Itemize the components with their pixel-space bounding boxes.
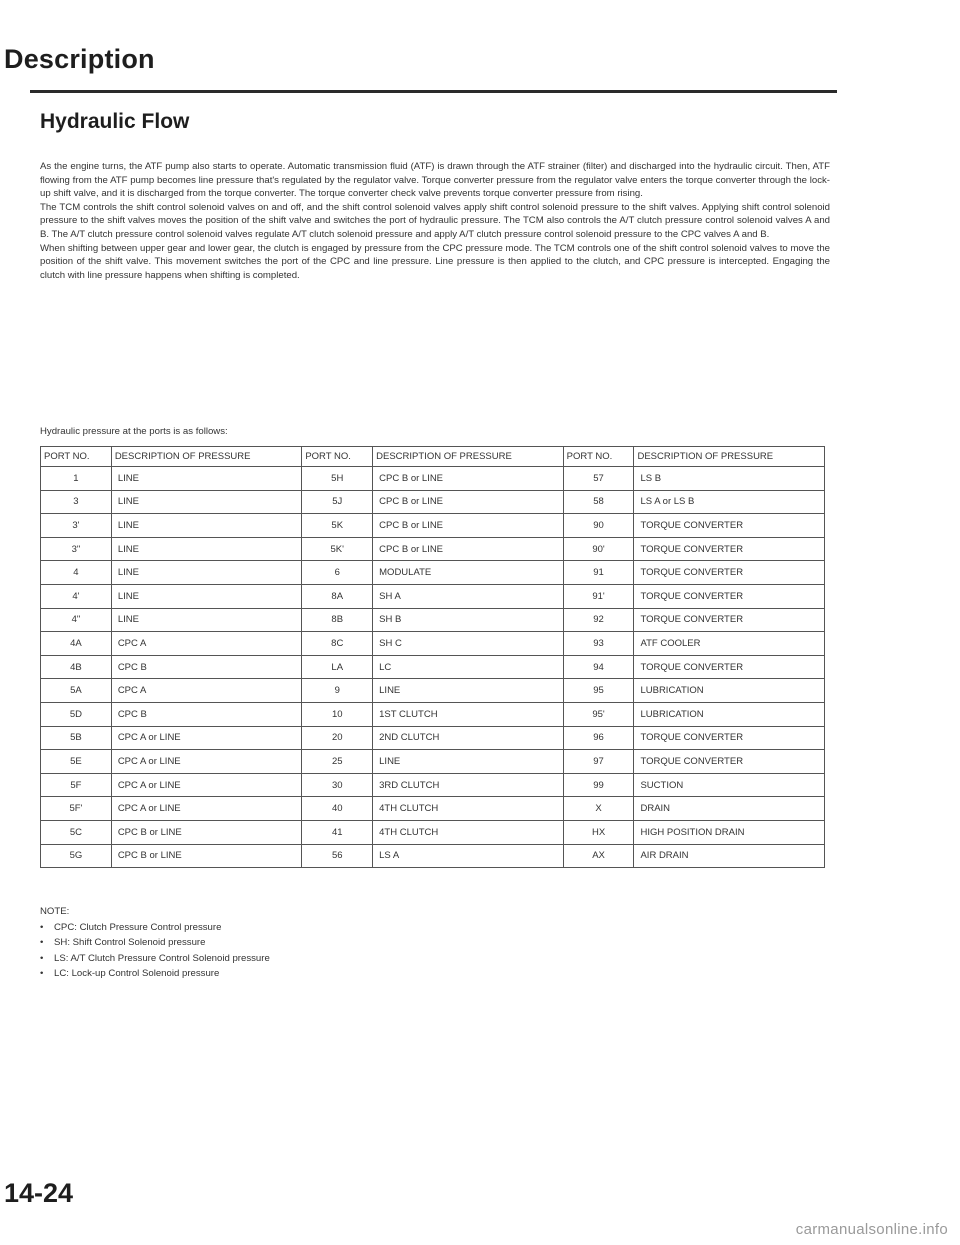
port-pressure-table — [40, 446, 825, 868]
port-number-cell: 5C — [41, 820, 112, 844]
port-number-cell: 3 — [41, 490, 112, 514]
table-row — [41, 702, 825, 726]
table-row — [41, 773, 825, 797]
pressure-description-cell: CPC A or LINE — [111, 750, 302, 774]
port-number-cell: 94 — [563, 655, 634, 679]
port-number-cell: 5F' — [41, 797, 112, 821]
pressure-description-cell: LINE — [373, 750, 564, 774]
pressure-description-cell: CPC A or LINE — [111, 797, 302, 821]
port-number-cell: 9 — [302, 679, 373, 703]
pressure-description-cell: CPC B or LINE — [373, 467, 564, 491]
port-number-cell: 3' — [41, 514, 112, 538]
watermark: carmanualsonline.info — [795, 1221, 948, 1238]
port-number-cell: 97 — [563, 750, 634, 774]
table-header-row — [41, 447, 825, 467]
port-number-cell: 25 — [302, 750, 373, 774]
port-number-cell: 5G — [41, 844, 112, 868]
note-item: • LS: A/T Clutch Pressure Control Solenoid pressure — [40, 951, 270, 967]
table-row — [41, 844, 825, 868]
port-number-cell: 5A — [41, 679, 112, 703]
table-row — [41, 820, 825, 844]
port-number-cell: 56 — [302, 844, 373, 868]
port-number-cell: 57 — [563, 467, 634, 491]
paragraph: The TCM controls the shift control solenoid valves on and off, and the shift control solenoid valves apply shift control solenoid pressure to the shift valves. Applying shift control solenoid pressure to the shift valves moves the position of the shift valve and switches the port of hydraulic pressure. The TCM also controls the A/T clutch pressure control solenoid valves A and B. The A/T clutch pressure control solenoid valves regulate A/T clutch solenoid pressure and apply A/T clutch pressure control solenoid pressure to the CPC valves A and B. — [40, 201, 830, 240]
port-number-cell: 40 — [302, 797, 373, 821]
port-number-cell: 96 — [563, 726, 634, 750]
pressure-description-cell: LINE — [111, 608, 302, 632]
pressure-description-cell: CPC B or LINE — [373, 514, 564, 538]
pressure-description-cell: CPC B or LINE — [373, 537, 564, 561]
pressure-description-cell: LINE — [111, 584, 302, 608]
pressure-description-cell: AIR DRAIN — [634, 844, 825, 868]
pressure-description-cell: SH A — [373, 584, 564, 608]
pressure-description-cell: LINE — [373, 679, 564, 703]
table-row — [41, 679, 825, 703]
port-number-cell: 1 — [41, 467, 112, 491]
notes-heading: NOTE: — [40, 906, 70, 917]
column-header: PORT NO. — [302, 447, 373, 467]
column-header: PORT NO. — [563, 447, 634, 467]
port-number-cell: 4 — [41, 561, 112, 585]
port-number-cell: 30 — [302, 773, 373, 797]
pressure-description-cell: LINE — [111, 537, 302, 561]
port-number-cell: X — [563, 797, 634, 821]
pressure-description-cell: 2ND CLUTCH — [373, 726, 564, 750]
pressure-description-cell: TORQUE CONVERTER — [634, 537, 825, 561]
pressure-description-cell: HIGH POSITION DRAIN — [634, 820, 825, 844]
port-number-cell: 90' — [563, 537, 634, 561]
port-number-cell: 10 — [302, 702, 373, 726]
body-text — [40, 160, 830, 282]
column-header: DESCRIPTION OF PRESSURE — [373, 447, 564, 467]
pressure-description-cell: LINE — [111, 490, 302, 514]
port-number-cell: 5F — [41, 773, 112, 797]
port-number-cell: 20 — [302, 726, 373, 750]
pressure-description-cell: LS A or LS B — [634, 490, 825, 514]
table-row — [41, 561, 825, 585]
table-row — [41, 490, 825, 514]
section-title: Hydraulic Flow — [40, 110, 190, 133]
table-intro: Hydraulic pressure at the ports is as follows: — [40, 426, 228, 437]
pressure-description-cell: TORQUE CONVERTER — [634, 750, 825, 774]
column-header: PORT NO. — [41, 447, 112, 467]
pressure-description-cell: SH B — [373, 608, 564, 632]
pressure-description-cell: LUBRICATION — [634, 702, 825, 726]
port-number-cell: 95 — [563, 679, 634, 703]
table-row — [41, 537, 825, 561]
port-number-cell: 91' — [563, 584, 634, 608]
port-number-cell: 93 — [563, 632, 634, 656]
port-number-cell: 5B — [41, 726, 112, 750]
port-number-cell: 8A — [302, 584, 373, 608]
note-item: • SH: Shift Control Solenoid pressure — [40, 935, 270, 951]
port-number-cell: 90 — [563, 514, 634, 538]
port-number-cell: 4B — [41, 655, 112, 679]
table-row — [41, 608, 825, 632]
pressure-description-cell: CPC A or LINE — [111, 726, 302, 750]
port-number-cell: 8B — [302, 608, 373, 632]
note-item: • CPC: Clutch Pressure Control pressure — [40, 920, 270, 936]
pressure-description-cell: LUBRICATION — [634, 679, 825, 703]
table-row — [41, 655, 825, 679]
pressure-description-cell: 4TH CLUTCH — [373, 820, 564, 844]
port-number-cell: 4" — [41, 608, 112, 632]
page-title: Description — [4, 44, 155, 74]
pressure-description-cell: MODULATE — [373, 561, 564, 585]
table-row — [41, 726, 825, 750]
pressure-description-cell: DRAIN — [634, 797, 825, 821]
pressure-description-cell: CPC A — [111, 632, 302, 656]
pressure-description-cell: 1ST CLUTCH — [373, 702, 564, 726]
pressure-description-cell: ATF COOLER — [634, 632, 825, 656]
port-number-cell: 5J — [302, 490, 373, 514]
table-row — [41, 514, 825, 538]
table-row — [41, 797, 825, 821]
table-row — [41, 750, 825, 774]
pressure-description-cell: TORQUE CONVERTER — [634, 561, 825, 585]
notes-list — [40, 920, 270, 982]
port-number-cell: 5K' — [302, 537, 373, 561]
port-number-cell: 99 — [563, 773, 634, 797]
pressure-description-cell: 3RD CLUTCH — [373, 773, 564, 797]
note-item: • LC: Lock-up Control Solenoid pressure — [40, 966, 270, 982]
port-number-cell: 4A — [41, 632, 112, 656]
column-header: DESCRIPTION OF PRESSURE — [634, 447, 825, 467]
pressure-description-cell: LS B — [634, 467, 825, 491]
pressure-description-cell: TORQUE CONVERTER — [634, 514, 825, 538]
port-number-cell: 4' — [41, 584, 112, 608]
port-number-cell: 92 — [563, 608, 634, 632]
pressure-description-cell: SH C — [373, 632, 564, 656]
port-number-cell: 95' — [563, 702, 634, 726]
port-number-cell: AX — [563, 844, 634, 868]
port-number-cell: 5E — [41, 750, 112, 774]
pressure-description-cell: LINE — [111, 561, 302, 585]
paragraph: As the engine turns, the ATF pump also starts to operate. Automatic transmission fluid (ATF) is drawn through the ATF strainer (filter) and discharged into the hydraulic circuit. Then, ATF flowing from the ATF pump becomes line pressure that's regulated by the regulator valve. Torque converter pressure from the regulator valve enters the torque converter through the lock-up shift valve, and it is discharged from the torque converter. The torque converter check valve prevents torque converter pressure from rising. — [40, 161, 830, 200]
pressure-description-cell: CPC B or LINE — [111, 844, 302, 868]
port-number-cell: 6 — [302, 561, 373, 585]
table-row — [41, 467, 825, 491]
pressure-description-cell: CPC B or LINE — [111, 820, 302, 844]
pressure-description-cell: CPC B — [111, 702, 302, 726]
pressure-description-cell: CPC B or LINE — [373, 490, 564, 514]
port-number-cell: 58 — [563, 490, 634, 514]
table-row — [41, 632, 825, 656]
notes — [40, 904, 270, 982]
pressure-description-cell: 4TH CLUTCH — [373, 797, 564, 821]
pressure-description-cell: TORQUE CONVERTER — [634, 726, 825, 750]
port-number-cell: 91 — [563, 561, 634, 585]
pressure-description-cell: CPC A or LINE — [111, 773, 302, 797]
pressure-description-cell: LINE — [111, 514, 302, 538]
port-number-cell: 5K — [302, 514, 373, 538]
pressure-description-cell: SUCTION — [634, 773, 825, 797]
port-number-cell: 8C — [302, 632, 373, 656]
port-number-cell: 5D — [41, 702, 112, 726]
pressure-description-cell: LS A — [373, 844, 564, 868]
header-rule — [30, 90, 837, 93]
table-row — [41, 584, 825, 608]
pressure-description-cell: TORQUE CONVERTER — [634, 655, 825, 679]
pressure-description-cell: TORQUE CONVERTER — [634, 608, 825, 632]
column-header: DESCRIPTION OF PRESSURE — [111, 447, 302, 467]
page-number: 14-24 — [4, 1178, 74, 1208]
pressure-description-cell: TORQUE CONVERTER — [634, 584, 825, 608]
pressure-description-cell: CPC B — [111, 655, 302, 679]
port-number-cell: 3" — [41, 537, 112, 561]
pressure-description-cell: LC — [373, 655, 564, 679]
port-number-cell: 41 — [302, 820, 373, 844]
port-number-cell: 5H — [302, 467, 373, 491]
pressure-description-cell: CPC A — [111, 679, 302, 703]
port-number-cell: LA — [302, 655, 373, 679]
pressure-description-cell: LINE — [111, 467, 302, 491]
port-number-cell: HX — [563, 820, 634, 844]
paragraph: When shifting between upper gear and lower gear, the clutch is engaged by pressure from the CPC pressure mode. The TCM controls one of the shift control solenoid valves to move the position of the shift valve. This movement switches the port of the CPC and line pressure. Line pressure is then applied to the clutch, and CPC pressure is intercepted. Engaging the clutch with line pressure happens when shifting is completed. — [40, 242, 830, 281]
